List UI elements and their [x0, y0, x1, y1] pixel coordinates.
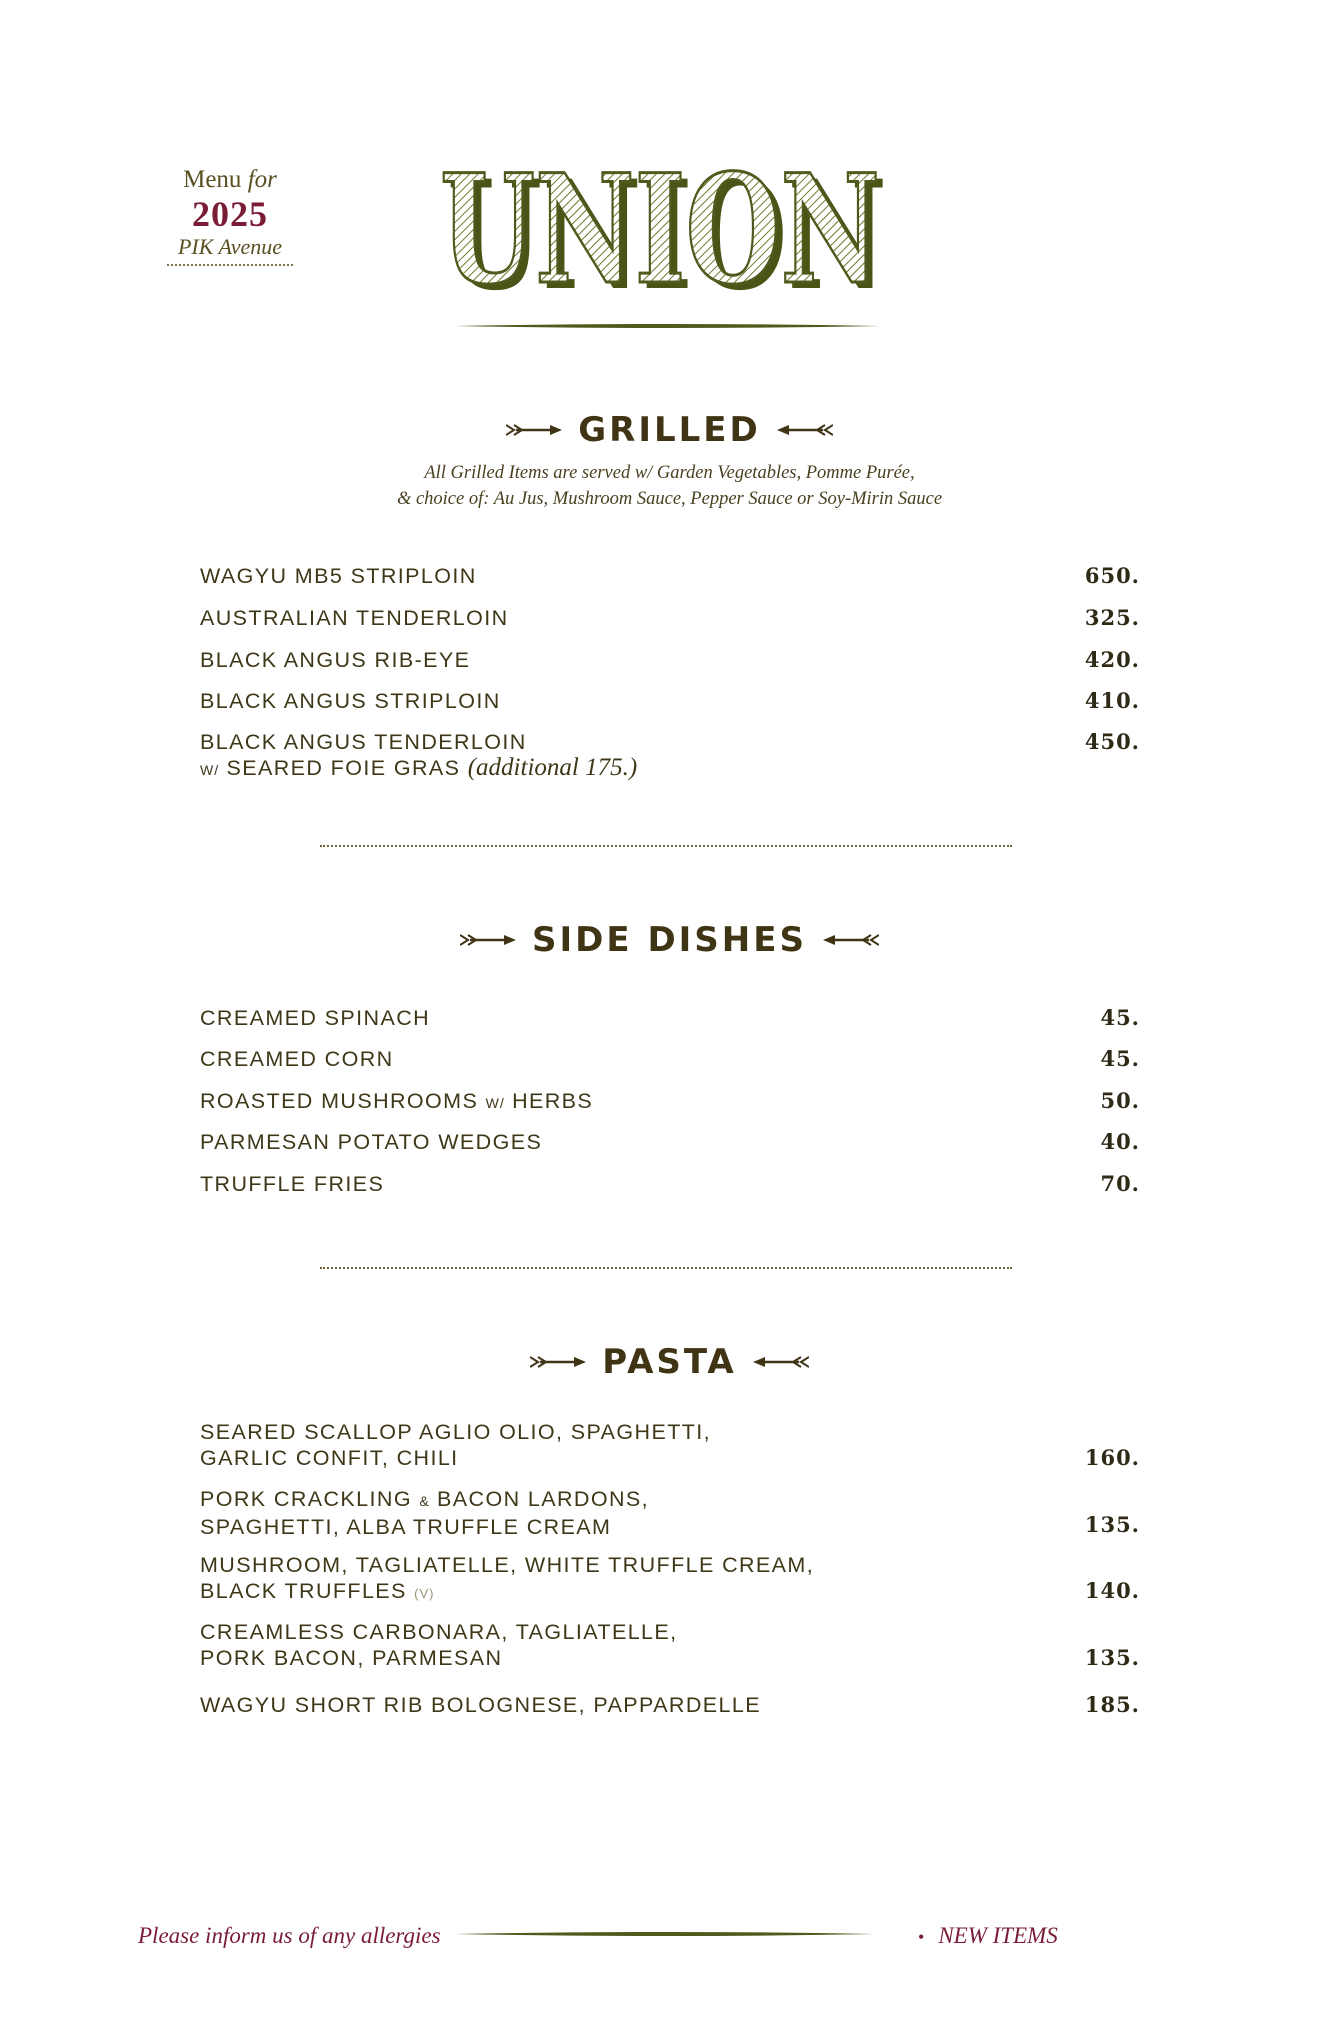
item-name: CREAMED SPINACH — [200, 1006, 431, 1030]
menu-item — [200, 1005, 1140, 1031]
menu-item — [200, 1552, 1140, 1607]
arrow-left-icon — [823, 933, 879, 947]
item-price: 410. — [1084, 688, 1140, 713]
menu-item — [200, 1088, 1140, 1116]
item-price: 135. — [1084, 1645, 1140, 1670]
item-name-line2: SPAGHETTI, ALBA TRUFFLE CREAM — [200, 1515, 612, 1539]
item-price: 650. — [1084, 563, 1140, 588]
menu-item — [200, 1419, 1140, 1471]
item-price: 420. — [1084, 647, 1140, 672]
menu-year: 2025 — [192, 194, 268, 234]
item-name: CREAMLESS CARBONARA, TAGLIATELLE, — [200, 1620, 678, 1644]
section-heading-pasta — [0, 1342, 1339, 1382]
dotted-divider — [320, 845, 1012, 847]
item-name: BLACK ANGUS TENDERLOIN — [200, 730, 527, 754]
item-price: 45. — [1100, 1046, 1140, 1071]
grilled-subtitle — [0, 460, 1339, 512]
new-items-label: NEW ITEMS — [938, 1923, 1058, 1948]
arrow-left-icon — [753, 1355, 809, 1369]
section-heading-grilled — [0, 410, 1339, 450]
item-name: WAGYU SHORT RIB BOLOGNESE, PAPPARDELLE — [200, 1693, 761, 1717]
menu-item — [200, 647, 1140, 673]
item-name: MUSHROOM, TAGLIATELLE, WHITE TRUFFLE CREAM, — [200, 1553, 815, 1577]
item-price: 185. — [1084, 1692, 1140, 1717]
menu-item — [200, 1129, 1140, 1155]
menu-corner-label — [160, 166, 300, 266]
item-name: WAGYU MB5 STRIPLOIN — [200, 564, 477, 588]
item-addon-line: W/ SEARED FOIE GRAS (additional 175.) — [200, 754, 638, 781]
item-name: PORK CRACKLING & BACON LARDONS, — [200, 1487, 649, 1511]
menu-item — [200, 1486, 1140, 1540]
for-word: for — [247, 166, 277, 193]
item-price: 40. — [1100, 1129, 1140, 1154]
item-name: PARMESAN POTATO WEDGES — [200, 1130, 543, 1154]
menu-item — [200, 688, 1140, 714]
menu-item — [200, 1046, 1140, 1072]
menu-item — [200, 1692, 1140, 1718]
item-name-line2: BLACK TRUFFLES (V) — [200, 1579, 435, 1603]
item-name: AUSTRALIAN TENDERLOIN — [200, 606, 509, 630]
menu-item — [200, 729, 1140, 783]
grilled-subtitle-line1: All Grilled Items are served w/ Garden Vegetables, Pomme Purée, — [424, 463, 915, 483]
menu-location: PIK Avenue — [177, 234, 283, 259]
menu-word: Menu — [183, 166, 242, 193]
section-heading-side-dishes — [0, 920, 1339, 960]
additional-price-note: (additional 175.) — [467, 754, 638, 781]
section-title: GRILLED — [578, 410, 761, 450]
item-name: BLACK ANGUS RIB-EYE — [200, 648, 471, 672]
item-price: 70. — [1100, 1171, 1140, 1196]
menu-item — [200, 605, 1140, 631]
union-logo — [430, 145, 900, 335]
bullet-icon: • — [918, 1927, 925, 1947]
logo-text: UNION — [440, 145, 880, 318]
menu-item — [200, 1171, 1140, 1197]
item-price: 50. — [1100, 1088, 1140, 1113]
new-items-legend — [918, 1923, 1058, 1949]
item-price: 325. — [1084, 605, 1140, 630]
arrow-right-icon — [460, 933, 516, 947]
item-price: 45. — [1100, 1005, 1140, 1030]
item-name: BLACK ANGUS STRIPLOIN — [200, 689, 501, 713]
section-title: PASTA — [602, 1342, 737, 1382]
menu-item — [200, 1619, 1140, 1671]
menu-item — [200, 563, 1140, 589]
item-name: TRUFFLE FRIES — [200, 1172, 385, 1196]
allergy-note: Please inform us of any allergies — [138, 1923, 441, 1948]
grilled-subtitle-line2: & choice of: Au Jus, Mushroom Sauce, Pepper Sauce or Soy-Mirin Sauce — [396, 489, 943, 509]
item-price: 140. — [1084, 1578, 1140, 1603]
item-name-line2: PORK BACON, PARMESAN — [200, 1646, 503, 1670]
arrow-right-icon — [530, 1355, 586, 1369]
logo-shadow: UNION — [447, 148, 887, 324]
logo-underline — [455, 323, 880, 329]
footer-rule — [455, 1931, 875, 1937]
item-name-line2: GARLIC CONFIT, CHILI — [200, 1446, 459, 1470]
item-name: CREAMED CORN — [200, 1047, 394, 1071]
item-name: ROASTED MUSHROOMS W/ HERBS — [200, 1089, 594, 1113]
item-name: SEARED SCALLOP AGLIO OLIO, SPAGHETTI, — [200, 1420, 712, 1444]
corner-dotted-rule — [167, 264, 293, 266]
dotted-divider — [320, 1267, 1012, 1269]
arrow-left-icon — [777, 423, 833, 437]
vegetarian-tag: (V) — [414, 1586, 435, 1601]
item-price: 160. — [1084, 1445, 1140, 1470]
section-title: SIDE DISHES — [532, 920, 807, 960]
arrow-right-icon — [506, 423, 562, 437]
item-price: 450. — [1084, 729, 1140, 754]
item-price: 135. — [1084, 1512, 1140, 1537]
